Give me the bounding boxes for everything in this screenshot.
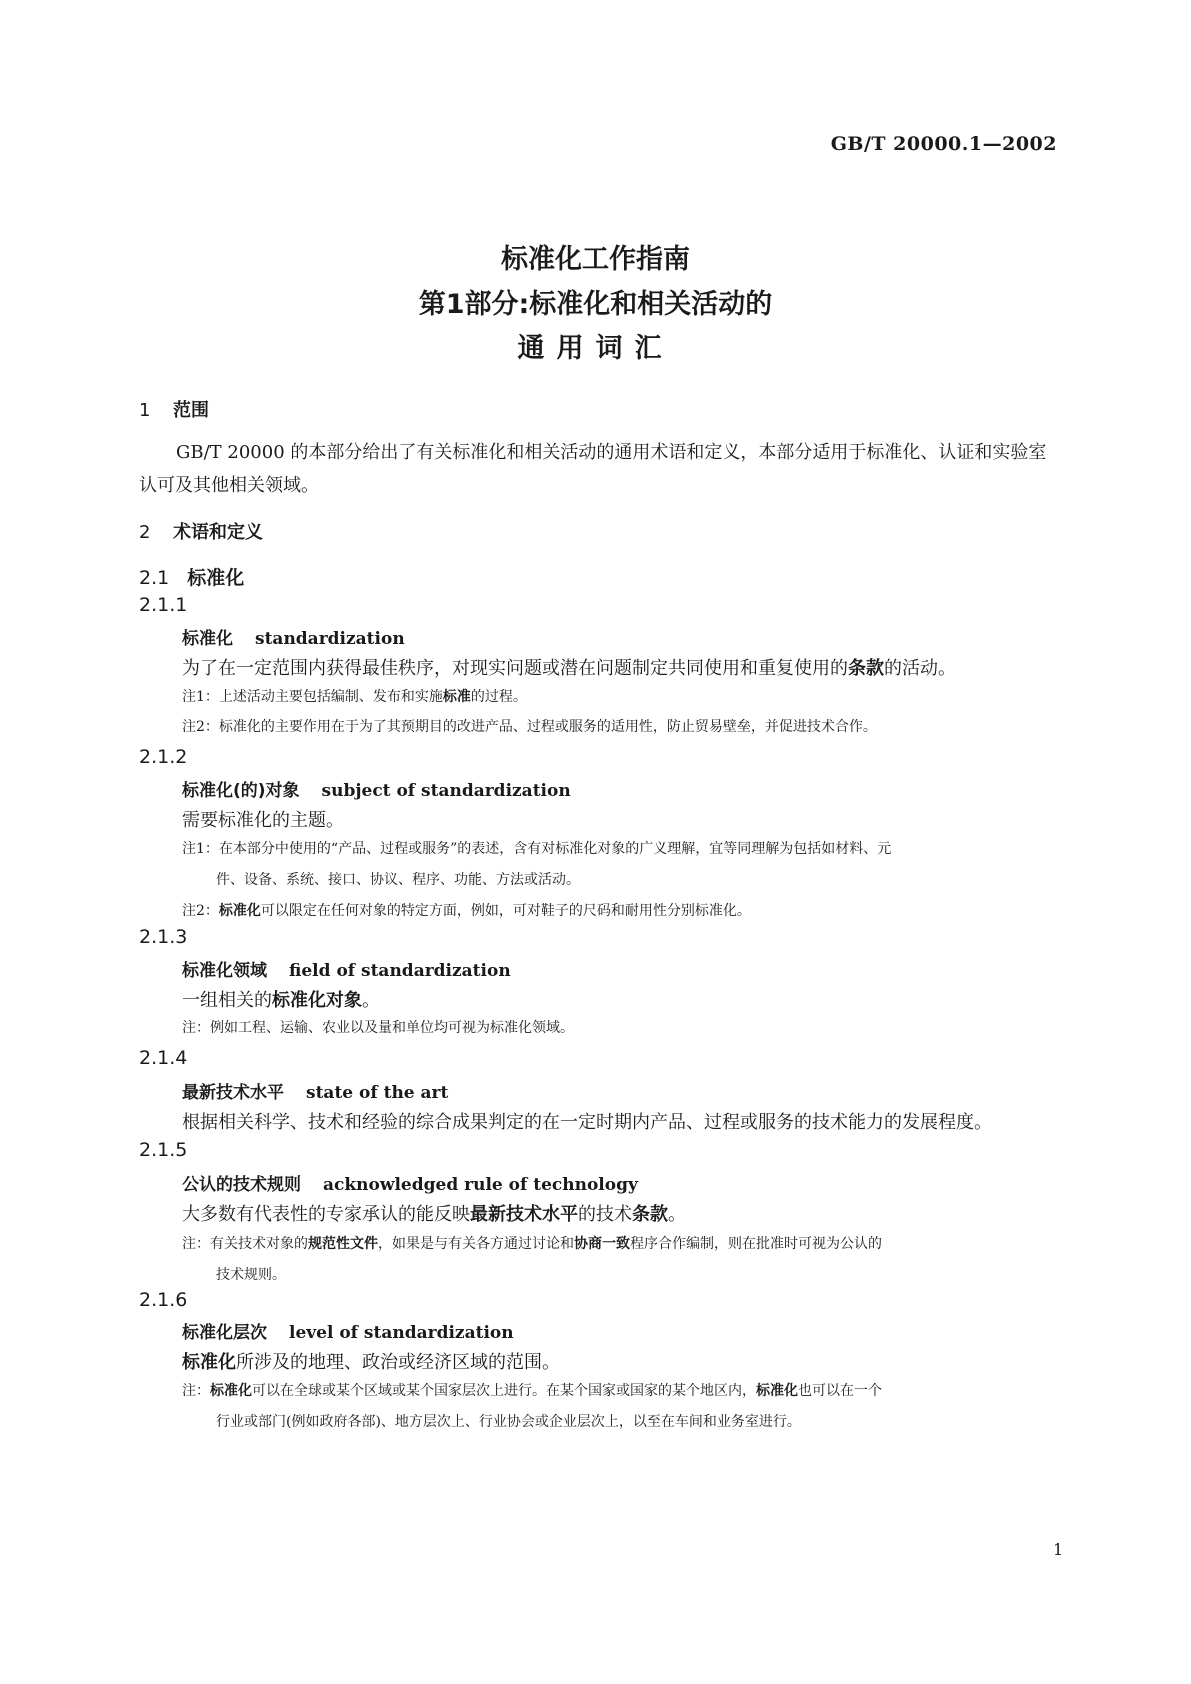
entry-number: 2.1.3 xyxy=(139,926,188,948)
definition-text: 的技术 xyxy=(578,1204,632,1225)
note-text: 的过程。 xyxy=(470,689,527,705)
note-text: 注2：标准化的主要作用在于为了其预期目的改进产品、过程或服务的适用性，防止贸易壁垒，并促进技术合作。 xyxy=(182,719,877,735)
title-line-1: 标准化工作指南 xyxy=(501,244,690,275)
term xyxy=(182,624,405,649)
term-cn: 公认的技术规则 xyxy=(182,1175,301,1195)
definition-text: 的活动。 xyxy=(884,658,956,679)
note-term-ref: 规范性文件 xyxy=(308,1236,378,1252)
note-text: 注： xyxy=(182,1383,210,1399)
section-1-heading xyxy=(139,396,209,422)
title-line-3: 通用词汇 xyxy=(517,333,674,364)
note-text: 注1：在本部分中使用的“产品、过程或服务”的表述，含有对标准化对象的广义理解，宜等同理解为包括如材料、元 xyxy=(182,841,892,857)
term xyxy=(182,956,511,981)
definition-term-ref: 最新技术水平 xyxy=(470,1204,578,1225)
entry-number: 2.1.6 xyxy=(139,1289,188,1311)
note xyxy=(182,1376,1062,1438)
section-2-1-number: 2.1 xyxy=(139,567,170,589)
definition xyxy=(182,986,380,1012)
note-text: 注2： xyxy=(182,903,219,919)
note-term-ref: 标准化 xyxy=(756,1383,798,1399)
section-1-number: 1 xyxy=(139,400,151,421)
definition-term-ref: 条款 xyxy=(632,1204,668,1225)
section-2-heading xyxy=(139,518,263,544)
term xyxy=(182,1318,514,1343)
term-en: level of standardization xyxy=(289,1323,514,1343)
note xyxy=(182,1229,1062,1291)
note-text-continued: 技术规则。 xyxy=(216,1267,286,1283)
definition-text: 所涉及的地理、政治或经济区域的范围。 xyxy=(236,1352,560,1373)
definition-term-ref: 条款 xyxy=(848,658,884,679)
section-1-title: 范围 xyxy=(173,400,209,421)
standard-code: GB/T 20000.1—2002 xyxy=(830,133,1057,155)
note xyxy=(182,712,1062,743)
term-cn: 标准化领域 xyxy=(182,961,267,981)
note-text: 程序合作编制，则在批准时可视为公认的 xyxy=(630,1236,882,1252)
note-term-ref: 标准化 xyxy=(210,1383,252,1399)
definition xyxy=(182,654,956,680)
term-en: subject of standardization xyxy=(321,781,571,801)
term xyxy=(182,1078,448,1103)
note-text-continued: 件、设备、系统、接口、协议、程序、功能、方法或活动。 xyxy=(216,872,580,888)
note-term-ref: 协商一致 xyxy=(574,1236,630,1252)
entry-number: 2.1.1 xyxy=(139,594,188,616)
note-text-continued: 行业或部门(例如政府各部)、地方层次上、行业协会或企业层次上，以至在车间和业务室进行。 xyxy=(216,1414,801,1430)
definition-text: 为了在一定范围内获得最佳秩序，对现实问题或潜在问题制定共同使用和重复使用的 xyxy=(182,658,848,679)
term xyxy=(182,776,571,801)
note-term-ref: 标准 xyxy=(442,689,471,705)
definition-text: 一组相关的 xyxy=(182,990,272,1011)
entry-number: 2.1.2 xyxy=(139,746,188,768)
entry-number: 2.1.5 xyxy=(139,1139,188,1161)
note xyxy=(182,896,1062,927)
note-text: 注1：上述活动主要包括编制、发布和实施 xyxy=(182,689,443,705)
note-text: 也可以在一个 xyxy=(798,1383,882,1399)
note-text: 注：有关技术对象的 xyxy=(182,1236,308,1252)
term xyxy=(182,1170,638,1195)
definition xyxy=(182,1348,560,1374)
note-text: 可以限定在任何对象的特定方面，例如，可对鞋子的尺码和耐用性分别标准化。 xyxy=(260,903,751,919)
page-number: 1 xyxy=(1053,1540,1064,1559)
definition-text: 大多数有代表性的专家承认的能反映 xyxy=(182,1204,470,1225)
section-2-title: 术语和定义 xyxy=(173,522,263,543)
definition xyxy=(182,1200,686,1226)
section-2-number: 2 xyxy=(139,522,151,543)
note-term-ref: 标准化 xyxy=(218,903,261,919)
definition-term-ref: 标准化对象 xyxy=(272,990,362,1011)
definition-text: 。 xyxy=(668,1204,686,1225)
term-cn: 标准化 xyxy=(182,629,233,649)
note-text: 可以在全球或某个区域或某个国家层次上进行。在某个国家或国家的某个地区内， xyxy=(252,1383,756,1399)
term-en: standardization xyxy=(255,629,405,649)
title-line-2: 第1部分:标准化和相关活动的 xyxy=(418,289,773,320)
note xyxy=(182,682,1062,713)
term-cn: 标准化(的)对象 xyxy=(182,781,300,801)
definition-text: 。 xyxy=(362,990,380,1011)
section-2-1-heading xyxy=(139,563,244,590)
note-text: ，如果是与有关各方通过讨论和 xyxy=(378,1236,574,1252)
section-2-1-title: 标准化 xyxy=(187,567,245,589)
term-en: field of standardization xyxy=(289,961,511,981)
definition: 根据相关科学、技术和经验的综合成果判定的在一定时期内产品、过程或服务的技术能力的发展程度。 xyxy=(182,1112,992,1133)
definition-term-ref: 标准化 xyxy=(182,1352,236,1373)
section-1-paragraph: GB/T 20000 的本部分给出了有关标准化和相关活动的通用术语和定义，本部分适用于标准化、认证和实验室认可及其他相关领域。 xyxy=(139,442,1047,496)
entry-number: 2.1.4 xyxy=(139,1047,188,1069)
definition: 需要标准化的主题。 xyxy=(182,810,344,831)
term-cn: 标准化层次 xyxy=(182,1323,267,1343)
note xyxy=(182,834,1062,896)
term-cn: 最新技术水平 xyxy=(182,1083,284,1103)
term-en: acknowledged rule of technology xyxy=(323,1175,638,1195)
note: 注：例如工程、运输、农业以及量和单位均可视为标准化领域。 xyxy=(182,1020,574,1036)
term-en: state of the art xyxy=(306,1083,449,1103)
